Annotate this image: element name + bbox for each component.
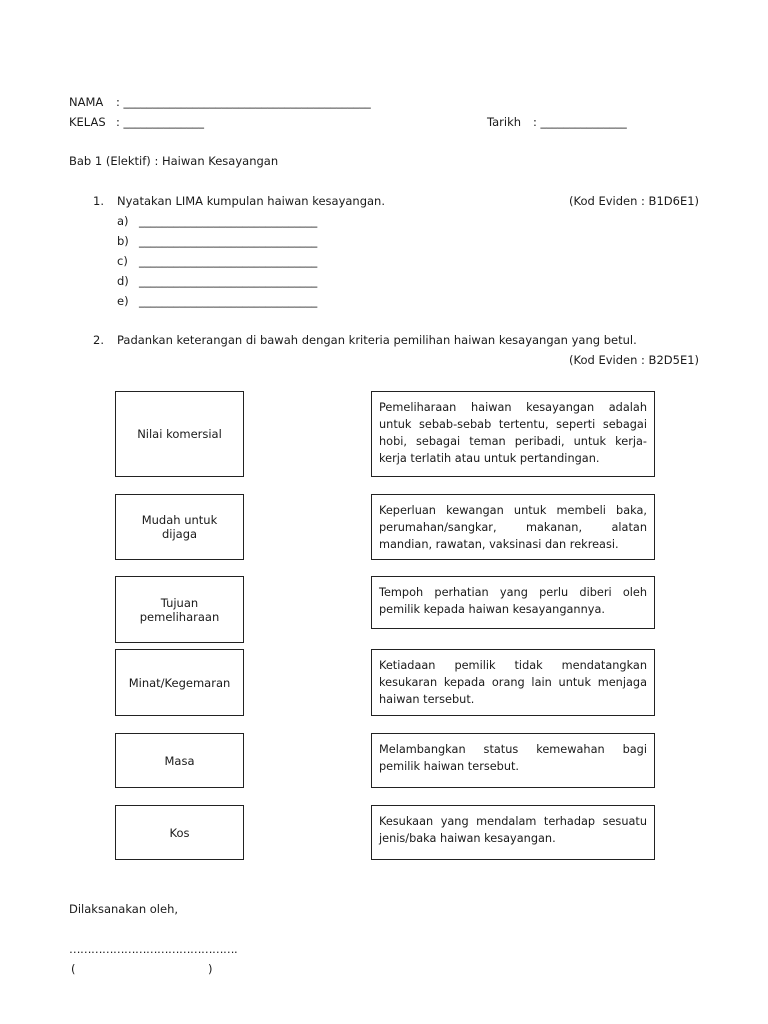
description-box[interactable] <box>371 576 655 629</box>
chapter-title: Bab 1 (Elektif) : Haiwan Kesayangan <box>69 154 279 168</box>
criteria-label: Tujuan pemeliharaan <box>139 595 220 624</box>
description-box[interactable] <box>371 649 655 716</box>
description-text: Tempoh perhatian yang perlu diberi oleh pemilik kepada haiwan kesayangannya. <box>379 586 647 616</box>
criteria-box[interactable] <box>115 576 244 643</box>
answer-line[interactable]: _______________________________ <box>139 234 318 248</box>
criteria-box[interactable] <box>115 494 244 560</box>
criteria-label: Minat/Kegemaran <box>128 675 231 690</box>
description-box[interactable] <box>371 494 655 560</box>
answer-label: b) <box>117 234 129 248</box>
nama-label: NAMA <box>69 95 104 109</box>
answer-label: d) <box>117 274 129 288</box>
description-box[interactable] <box>371 733 655 788</box>
answer-label: a) <box>117 214 129 228</box>
criteria-label: Mudah untuk dijaga <box>141 513 218 541</box>
nama-field[interactable]: : ___________________________________________ <box>116 95 371 109</box>
answer-line[interactable]: _______________________________ <box>139 274 318 288</box>
criteria-label: Masa <box>164 753 195 768</box>
question-1-code: (Kod Eviden : B1D6E1) <box>569 194 700 208</box>
answer-line[interactable]: _______________________________ <box>139 294 318 308</box>
question-2-text: Padankan keterangan di bawah dengan kriteria pemilihan haiwan kesayangan yang betul. <box>117 333 637 347</box>
criteria-label: Nilai komersial <box>137 427 222 441</box>
name-paren-open: ( <box>71 962 76 976</box>
question-1-number: 1. <box>93 194 104 208</box>
signature-line[interactable]: ………………………………………. <box>69 942 238 956</box>
description-text: Pemeliharaan haiwan kesayangan adalah untuk sebab-sebab tertentu, seperti sebagai hobi, sebagai teman peribadi, untuk kerja-kerja terlatih atau untuk pertandingan. <box>379 401 647 465</box>
description-box[interactable] <box>371 391 655 477</box>
criteria-label: Kos <box>169 825 190 840</box>
criteria-box[interactable] <box>115 733 244 788</box>
criteria-box[interactable] <box>115 805 244 860</box>
question-1-text: Nyatakan LIMA kumpulan haiwan kesayangan. <box>117 194 385 208</box>
description-text: Ketiadaan pemilik tidak mendatangkan kesukaran kepada orang lain untuk menjaga haiwan tersebut. <box>379 659 647 706</box>
answer-label: c) <box>117 254 128 268</box>
description-text: Kesukaan yang mendalam terhadap sesuatu jenis/baka haiwan kesayangan. <box>379 815 647 845</box>
description-text: Melambangkan status kemewahan bagi pemilik haiwan tersebut. <box>379 743 647 773</box>
description-text: Keperluan kewangan untuk membeli baka, perumahan/sangkar, makanan, alatan mandian, rawatan, vaksinasi dan rekreasi. <box>379 504 647 551</box>
answer-line[interactable]: _______________________________ <box>139 254 318 268</box>
tarikh-label: Tarikh <box>487 115 522 129</box>
criteria-box[interactable] <box>115 649 244 716</box>
answer-label: e) <box>117 294 129 308</box>
kelas-label: KELAS <box>69 115 106 129</box>
question-2-number: 2. <box>93 333 104 347</box>
question-2-code: (Kod Eviden : B2D5E1) <box>569 353 700 367</box>
kelas-field[interactable]: : ______________ <box>116 115 205 129</box>
criteria-box[interactable] <box>115 391 244 477</box>
description-box[interactable] <box>371 805 655 860</box>
tarikh-field[interactable]: : _______________ <box>533 115 627 129</box>
name-paren-close: ) <box>208 962 213 976</box>
answer-line[interactable]: _______________________________ <box>139 214 318 228</box>
executed-by-label: Dilaksanakan oleh, <box>69 902 179 916</box>
